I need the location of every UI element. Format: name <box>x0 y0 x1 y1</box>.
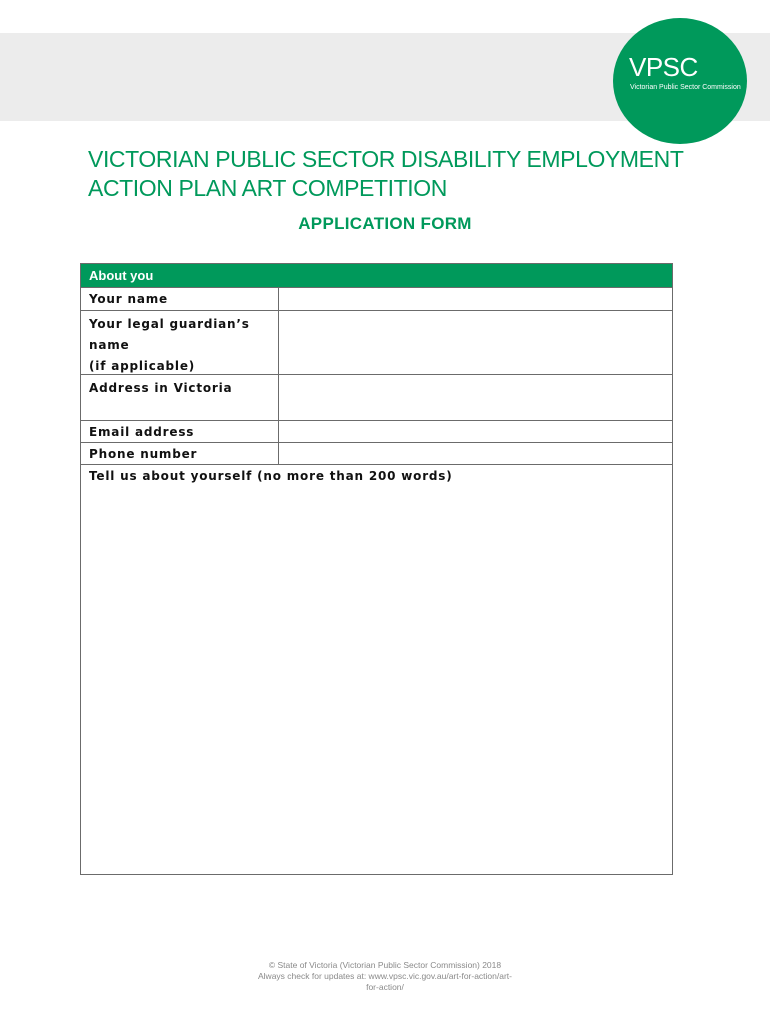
label-address: Address in Victoria <box>89 381 233 395</box>
phone-field[interactable] <box>279 443 672 464</box>
row-legal-guardian <box>81 310 672 374</box>
label-legal-guardian-line-2: name <box>89 338 130 352</box>
your-name-field[interactable] <box>279 288 672 310</box>
vpsc-logo <box>613 18 747 144</box>
application-form-table <box>80 263 673 875</box>
about-yourself-field[interactable] <box>81 489 672 874</box>
footer-line-3: for-action/ <box>366 982 404 992</box>
page-title-line-2: ACTION PLAN ART COMPETITION <box>88 175 447 201</box>
logo-subtitle: Victorian Public Sector Commission <box>630 84 741 91</box>
row-address <box>81 374 672 420</box>
page-title-line-1: VICTORIAN PUBLIC SECTOR DISABILITY EMPLOYMENT <box>88 146 684 172</box>
label-legal-guardian-line-3: (if applicable) <box>89 359 196 373</box>
label-legal-guardian-line-1: Your legal guardian’s <box>89 317 250 331</box>
row-your-name <box>81 287 672 310</box>
footer-line-1: © State of Victoria (Victorian Public Sector Commission) 2018 <box>268 960 502 970</box>
row-phone <box>81 442 672 464</box>
row-email <box>81 420 672 442</box>
page-title <box>88 145 688 203</box>
section-heading-about-you: About you <box>81 264 672 287</box>
label-email: Email address <box>89 425 195 439</box>
label-about-yourself: Tell us about yourself (no more than 200 words) <box>89 469 453 483</box>
logo-mark: VPSC <box>629 52 698 82</box>
footer-line-2: Always check for updates at: www.vpsc.vic.gov.au/art-for-action/art- <box>258 971 512 981</box>
footer-copyright <box>0 960 770 993</box>
email-field[interactable] <box>279 421 672 442</box>
label-your-name: Your name <box>89 292 168 306</box>
address-field[interactable] <box>279 375 672 420</box>
form-subtitle: APPLICATION FORM <box>298 214 472 233</box>
legal-guardian-field[interactable] <box>279 311 672 374</box>
row-about-yourself <box>81 464 672 874</box>
label-phone: Phone number <box>89 447 198 461</box>
label-legal-guardian <box>89 314 274 377</box>
